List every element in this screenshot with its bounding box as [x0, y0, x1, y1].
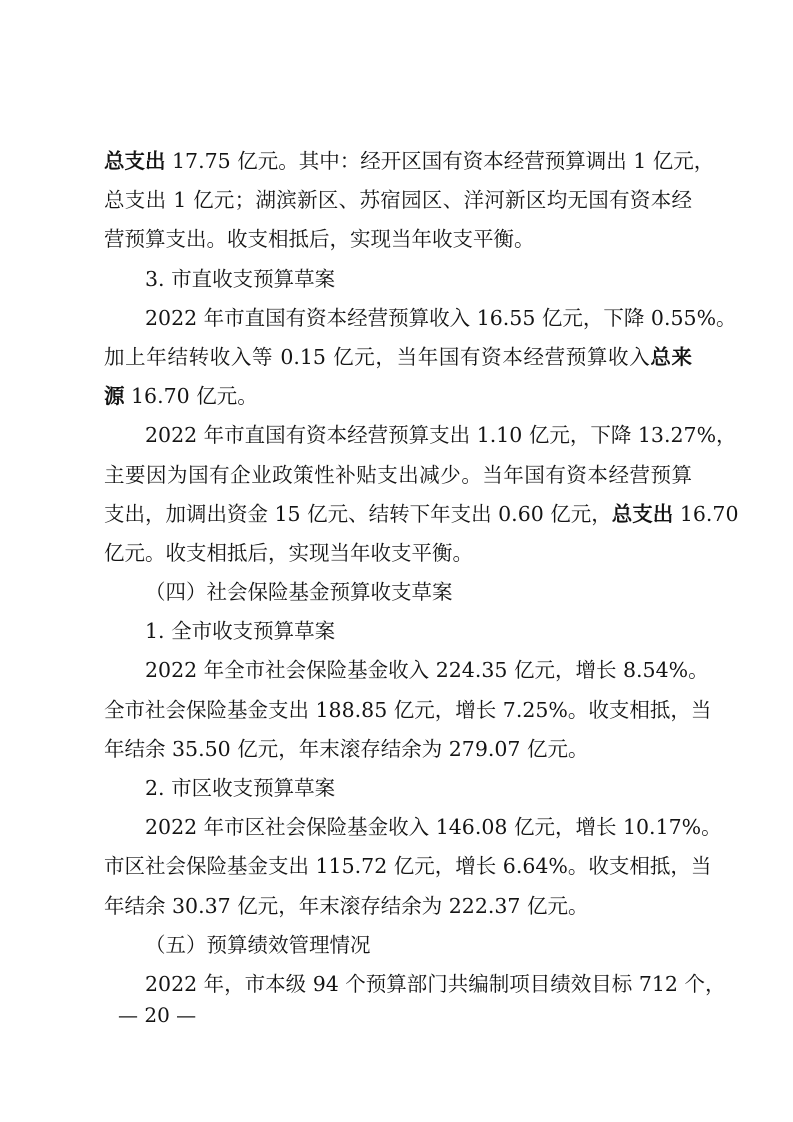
- text-line: [104, 808, 722, 847]
- text-segment: （五）预算绩效管理情况: [145, 932, 371, 957]
- text-line: [104, 847, 712, 886]
- section-heading: [104, 573, 692, 612]
- text-line: [104, 651, 709, 690]
- bold-term: 总来: [650, 344, 692, 369]
- text-segment: 主要因为国有企业政策性补贴支出减少。当年国有资本经营预算: [104, 462, 692, 487]
- text-line: [104, 142, 715, 181]
- text-line: [104, 338, 692, 377]
- text-segment: 2022 年全市社会保险基金收入 224.35 亿元，增长 8.54%。: [145, 658, 709, 683]
- text-segment: 市区社会保险基金支出 115.72 亿元，增长 6.64%。收支相抵，当: [104, 854, 712, 879]
- text-segment: 营预算支出。收支相抵后，实现当年收支平衡。: [104, 227, 535, 252]
- bold-term: 总支出: [611, 501, 674, 526]
- text-segment: 2022 年市直国有资本经营预算支出 1.10 亿元，下降 13.27%，: [145, 423, 737, 448]
- section-heading: [104, 612, 692, 651]
- text-line: [104, 220, 692, 259]
- text-segment: 16.70 亿元。: [124, 384, 258, 409]
- text-line: [104, 416, 737, 455]
- text-line: [104, 691, 712, 730]
- text-line: [104, 965, 726, 1004]
- body-text: [104, 142, 739, 1004]
- text-segment: 2. 市区收支预算草案: [145, 776, 336, 800]
- text-segment: 亿元。收支相抵后，实现当年收支平衡。: [104, 540, 473, 565]
- section-heading: [104, 260, 692, 299]
- text-segment: 2022 年市直国有资本经营预算收入 16.55 亿元，下降 0.55%。: [145, 305, 737, 330]
- text-segment: 年结余 35.50 亿元，年末滚存结余为 279.07 亿元。: [104, 736, 589, 761]
- text-line: [104, 456, 692, 495]
- text-segment: 17.75 亿元。其中：经开区国有资本经营预算调出 1 亿元，: [165, 149, 715, 173]
- section-heading: [104, 769, 692, 808]
- text-segment: 支出，加调出资金 15 亿元、结转下年支出 0.60 亿元，: [104, 501, 612, 526]
- text-segment: 总支出 1 亿元；湖滨新区、苏宿园区、洋河新区均无国有资本经: [104, 188, 692, 213]
- text-segment: 2022 年市区社会保险基金收入 146.08 亿元，增长 10.17%。: [145, 815, 722, 840]
- bold-term: 源: [104, 384, 125, 409]
- text-line: [104, 181, 692, 220]
- text-line: [104, 377, 692, 416]
- bold-term: 总支出: [104, 149, 166, 173]
- text-segment: 2022 年，市本级 94 个预算部门共编制项目绩效目标 712 个，: [145, 971, 726, 996]
- text-segment: 1. 全市收支预算草案: [145, 619, 336, 644]
- text-segment: 加上年结转收入等 0.15 亿元，当年国有资本经营预算收入: [104, 344, 651, 369]
- text-segment: 年结余 30.37 亿元，年末滚存结余为 222.37 亿元。: [104, 893, 589, 918]
- text-line: [104, 495, 739, 534]
- text-line: [104, 299, 737, 338]
- page-number: — 20 —: [118, 1003, 197, 1027]
- text-segment: （四）社会保险基金预算收支草案: [145, 580, 453, 605]
- section-heading: [104, 926, 692, 965]
- text-line: [104, 887, 692, 926]
- text-line: [104, 730, 692, 769]
- text-segment: 3. 市直收支预算草案: [145, 266, 336, 291]
- text-line: [104, 534, 692, 573]
- text-segment: 全市社会保险基金支出 188.85 亿元，增长 7.25%。收支相抵，当: [104, 697, 712, 722]
- text-segment: 16.70: [673, 501, 739, 526]
